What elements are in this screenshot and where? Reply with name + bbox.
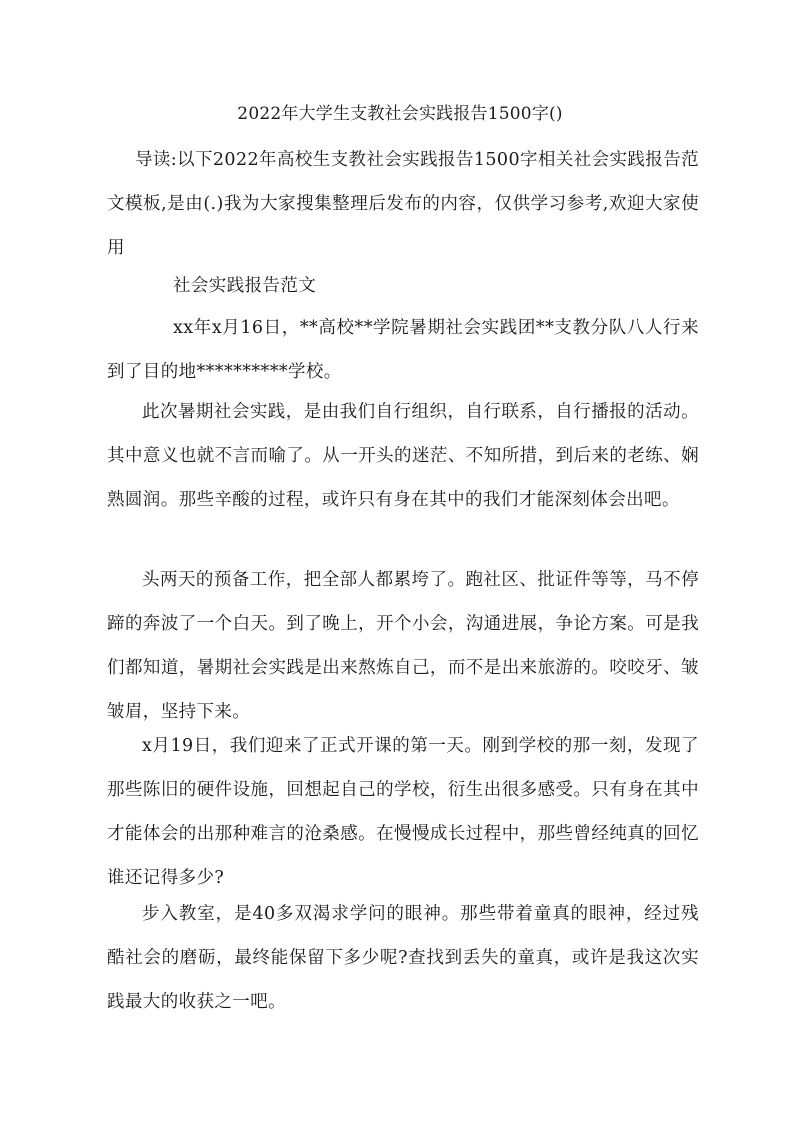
body-paragraph: 此次暑期社会实践，是由我们自行组织，自行联系，自行播报的活动。其中意义也就不言而喻了。从一开头的迷茫、不知所措，到后来的老练、娴熟圆润。那些辛酸的过程，或许只有身在其中的我们才能深刻体会出吧。 — [107, 402, 699, 510]
body-paragraph: 头两天的预备工作，把全部人都累垮了。跑社区、批证件等等，马不停蹄的奔波了一个白天。到了晚上，开个小会，沟通进展，争论方案。可是我们都知道，暑期社会实践是出来熬炼自己，而不是出来旅游的。咬咬牙、皱皱眉，坚持下来。 — [107, 570, 699, 722]
section-heading: 社会实践报告范文 — [173, 276, 317, 296]
intro-paragraph: 导读:以下2022年高校生支教社会实践报告1500字相关社会实践报告范文模板,是由(.)我为大家搜集整理后发布的内容，仅供学习参考,欢迎大家使用 — [107, 150, 699, 258]
document-title: 2022年大学生支教社会实践报告1500字() — [237, 104, 563, 124]
body-paragraph: x月19日，我们迎来了正式开课的第一天。刚到学校的那一刻，发现了那些陈旧的硬件设施，回想起自己的学校，衍生出很多感受。只有身在其中才能体会的出那种难言的沧桑感。在慢慢成长过程中，那些曾经纯真的回忆谁还记得多少? — [107, 736, 699, 888]
body-paragraph: 步入教室，是40多双渴求学问的眼神。那些带着童真的眼神，经过残酷社会的磨砺，最终能保留下多少呢?查找到丢失的童真，或许是我这次实践最大的收获之一吧。 — [107, 904, 699, 1012]
body-paragraph: xx年x月16日，**高校**学院暑期社会实践团**支教分队八人行来到了目的地**********学校。 — [107, 318, 699, 382]
